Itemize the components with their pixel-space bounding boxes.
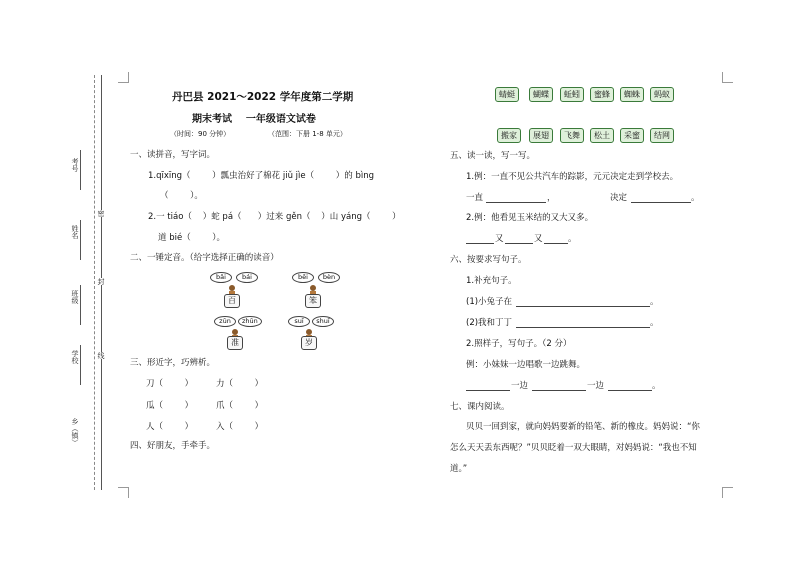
q1-heading: 一、读拼音，写字词。 — [130, 150, 216, 160]
word-card-action[interactable]: 结网 — [650, 128, 674, 143]
crop-mark — [118, 487, 129, 498]
fill-line — [80, 150, 81, 190]
word-card-insect[interactable]: 蜘蛛 — [620, 87, 644, 102]
answer-blank[interactable] — [516, 306, 650, 307]
crop-mark — [722, 72, 733, 83]
similar-char-item: 力（ ） — [216, 379, 264, 389]
q6-sentence2: (2)我和丁丁 — [466, 318, 513, 328]
word-card-action[interactable]: 松土 — [590, 128, 614, 143]
seal-char-mi: 密 — [97, 210, 105, 217]
similar-char-item: 刀（ ） — [146, 379, 194, 389]
word-card-action[interactable]: 采蜜 — [620, 128, 644, 143]
similar-char-item: 爪（ ） — [216, 401, 264, 411]
name-label: 姓名 — [71, 225, 79, 239]
q6-sub1: 1.补充句子。 — [466, 276, 517, 286]
q6-sentence2-end: 。 — [650, 318, 659, 328]
q6-sentence1-end: 。 — [650, 297, 659, 307]
school-label: 学校 — [71, 350, 79, 364]
answer-blank[interactable] — [516, 327, 650, 328]
reading-passage-line: 怎么天天丢东西呢？”贝贝眨着一双大眼睛，对妈妈说：“我也不知 — [450, 443, 697, 453]
word-card-action[interactable]: 展翅 — [529, 128, 553, 143]
q2-heading: 二、一锤定音。（给字选择正确的读音） — [130, 253, 279, 263]
q5-fill1-start: 一直 — [466, 193, 484, 203]
exam-title: 丹巴县 2021～2022 学年度第二学期 — [172, 91, 354, 103]
q6-sentence1: (1)小兔子在 — [466, 297, 513, 307]
q6-sub2: 2.照样子，写句子。（2 分） — [466, 339, 572, 349]
q1-line2: （ ）。 — [160, 191, 203, 201]
fill-line — [80, 285, 81, 325]
word-card-insect[interactable]: 蜻蜓 — [495, 87, 519, 102]
cut-line — [94, 75, 95, 490]
q5-example1: 1.例：一直不见公共汽车的踪影，元元决定走到学校去。 — [466, 172, 679, 182]
pinyin-option[interactable]: bēi — [292, 272, 314, 283]
q6-example: 例：小妹妹一边唱歌一边跳舞。 — [466, 360, 586, 370]
answer-blank[interactable] — [532, 390, 586, 391]
q1-line4: 道 bié（ ）。 — [158, 233, 226, 243]
word-card-insect[interactable]: 蜜蜂 — [590, 87, 614, 102]
answer-blank[interactable] — [544, 243, 568, 244]
q5-fill2-you1: 又 — [495, 234, 504, 244]
q5-fill1-end: 。 — [691, 193, 700, 203]
pinyin-option[interactable]: shuī — [312, 316, 334, 327]
answer-blank[interactable] — [505, 243, 533, 244]
word-card-insect[interactable]: 蝴蝶 — [529, 87, 553, 102]
seal-char-xian: 线 — [97, 352, 105, 359]
pinyin-option[interactable]: bǎi — [210, 272, 232, 283]
crop-mark — [118, 72, 129, 83]
class-label: 班级 — [71, 290, 79, 304]
fill-line — [80, 220, 81, 260]
crop-mark — [722, 487, 733, 498]
word-card-insect[interactable]: 蚂蚁 — [650, 87, 674, 102]
pinyin-option[interactable]: suī — [288, 316, 310, 327]
q5-fill1-mid: 决定 — [610, 193, 628, 203]
reading-passage-line: 贝贝一回到家，就向妈妈要新的铅笔、新的橡皮。妈妈说：“你 — [466, 422, 700, 432]
q4-heading: 四、好朋友，手牵手。 — [130, 441, 216, 451]
exam-scope: （范围：下册 1-8 单元） — [268, 130, 347, 138]
q7-heading: 七、课内阅读。 — [450, 402, 510, 412]
answer-blank[interactable] — [608, 390, 652, 391]
exam-subtitle: 期末考试 一年级语文试卷 — [192, 114, 316, 125]
q5-heading: 五、读一读，写一写。 — [450, 151, 536, 161]
reading-passage-line: 道。” — [450, 464, 468, 474]
seal-char-feng: 封 — [97, 278, 105, 285]
township-label: 乡（镇） — [71, 418, 79, 446]
q6-fill-yibian1: 一边 — [511, 381, 529, 391]
similar-char-item: 人（ ） — [146, 422, 194, 432]
q3-heading: 三、形近字，巧辨析。 — [130, 358, 216, 368]
word-card-insect[interactable]: 蚯蚓 — [560, 87, 584, 102]
answer-blank[interactable] — [466, 390, 510, 391]
exam-number-label: 考号 — [71, 158, 79, 172]
answer-blank[interactable] — [631, 202, 691, 203]
q6-fill-yibian2: 一边 — [587, 381, 605, 391]
target-character: 准 — [227, 336, 243, 350]
pinyin-option[interactable]: bèn — [318, 272, 340, 283]
q6-fill-end: 。 — [652, 381, 661, 391]
pinyin-option[interactable]: zhūn — [238, 316, 262, 327]
q5-example2: 2.例：他看见玉米结的又大又多。 — [466, 213, 594, 223]
q5-fill2-end: 。 — [568, 234, 577, 244]
target-character: 笨 — [305, 294, 321, 308]
answer-blank[interactable] — [486, 202, 546, 203]
answer-blank[interactable] — [466, 243, 494, 244]
similar-char-item: 入（ ） — [216, 422, 264, 432]
similar-char-item: 瓜（ ） — [146, 401, 194, 411]
q6-heading: 六、按要求写句子。 — [450, 255, 527, 265]
q5-fill1-comma: ， — [547, 193, 556, 203]
target-character: 百 — [224, 294, 240, 308]
fill-line — [80, 345, 81, 385]
pinyin-option[interactable]: zūn — [214, 316, 236, 327]
pinyin-option[interactable]: bái — [236, 272, 258, 283]
q1-line3: 2.一 tiáo（ ）蛇 pá（ ）过来 gěn（ ）山 yáng（ ） — [148, 212, 401, 222]
q5-fill2-you2: 又 — [534, 234, 543, 244]
word-card-action[interactable]: 搬家 — [497, 128, 521, 143]
exam-time: （时间：90 分钟） — [170, 130, 231, 138]
q1-line1: 1.qīxīng（ ）瓢虫治好了棉花 jiǔ jìe（ ）的 bìng — [148, 171, 374, 181]
target-character: 岁 — [301, 336, 317, 350]
word-card-action[interactable]: 飞舞 — [560, 128, 584, 143]
